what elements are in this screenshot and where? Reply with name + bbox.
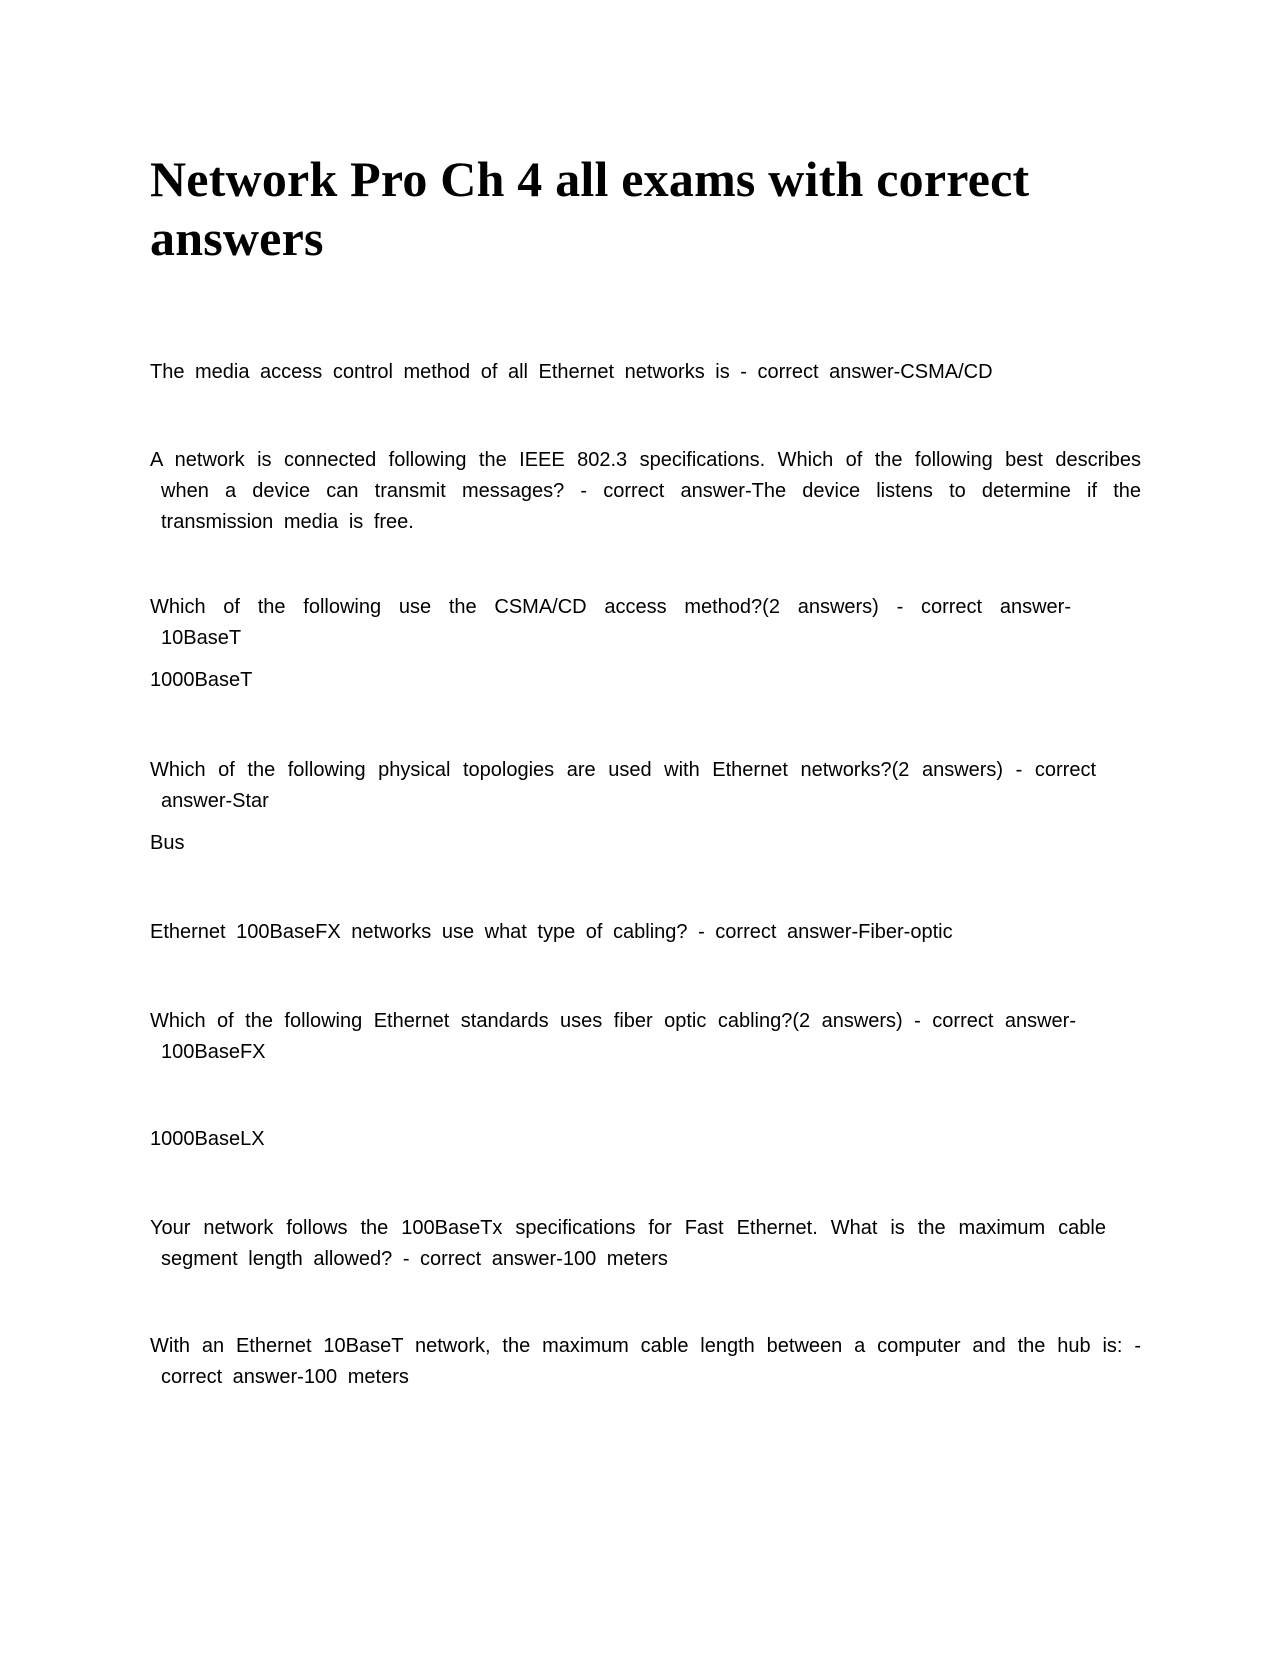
qa-item-4-extra: Bus [150, 832, 185, 854]
qa-item-2: A network is connected following the IEEE 802.3 specifications. Which of the following best describes when a device can transmit messages? - correct answer-The device listens to determine if the transmission media is free. [150, 449, 1141, 533]
qa-item-6-extra: 1000BaseLX [150, 1128, 265, 1150]
qa-item-4: Which of the following physical topologies are used with Ethernet networks?(2 answers) - correct answer-Star [150, 759, 1096, 812]
qa-item-3-extra: 1000BaseT [150, 669, 253, 691]
qa-item-5: Ethernet 100BaseFX networks use what type of cabling? - correct answer-Fiber-optic [150, 921, 953, 943]
qa-item-1: The media access control method of all Ethernet networks is - correct answer-CSMA/CD [150, 361, 993, 383]
qa-item-3: Which of the following use the CSMA/CD access method?(2 answers) - correct answer- 10BaseT [150, 596, 1071, 649]
document-title: Network Pro Ch 4 all exams with correct answers [150, 151, 1030, 266]
qa-item-6: Which of the following Ethernet standards uses fiber optic cabling?(2 answers) - correct answer-100BaseFX [150, 1010, 1076, 1063]
qa-item-7: Your network follows the 100BaseTx specifications for Fast Ethernet. What is the maximum cable segment length allowed? - correct answer-100 meters [150, 1217, 1106, 1270]
qa-item-8: With an Ethernet 10BaseT network, the maximum cable length between a computer and the hub is: - correct answer-100 meters [150, 1335, 1141, 1388]
